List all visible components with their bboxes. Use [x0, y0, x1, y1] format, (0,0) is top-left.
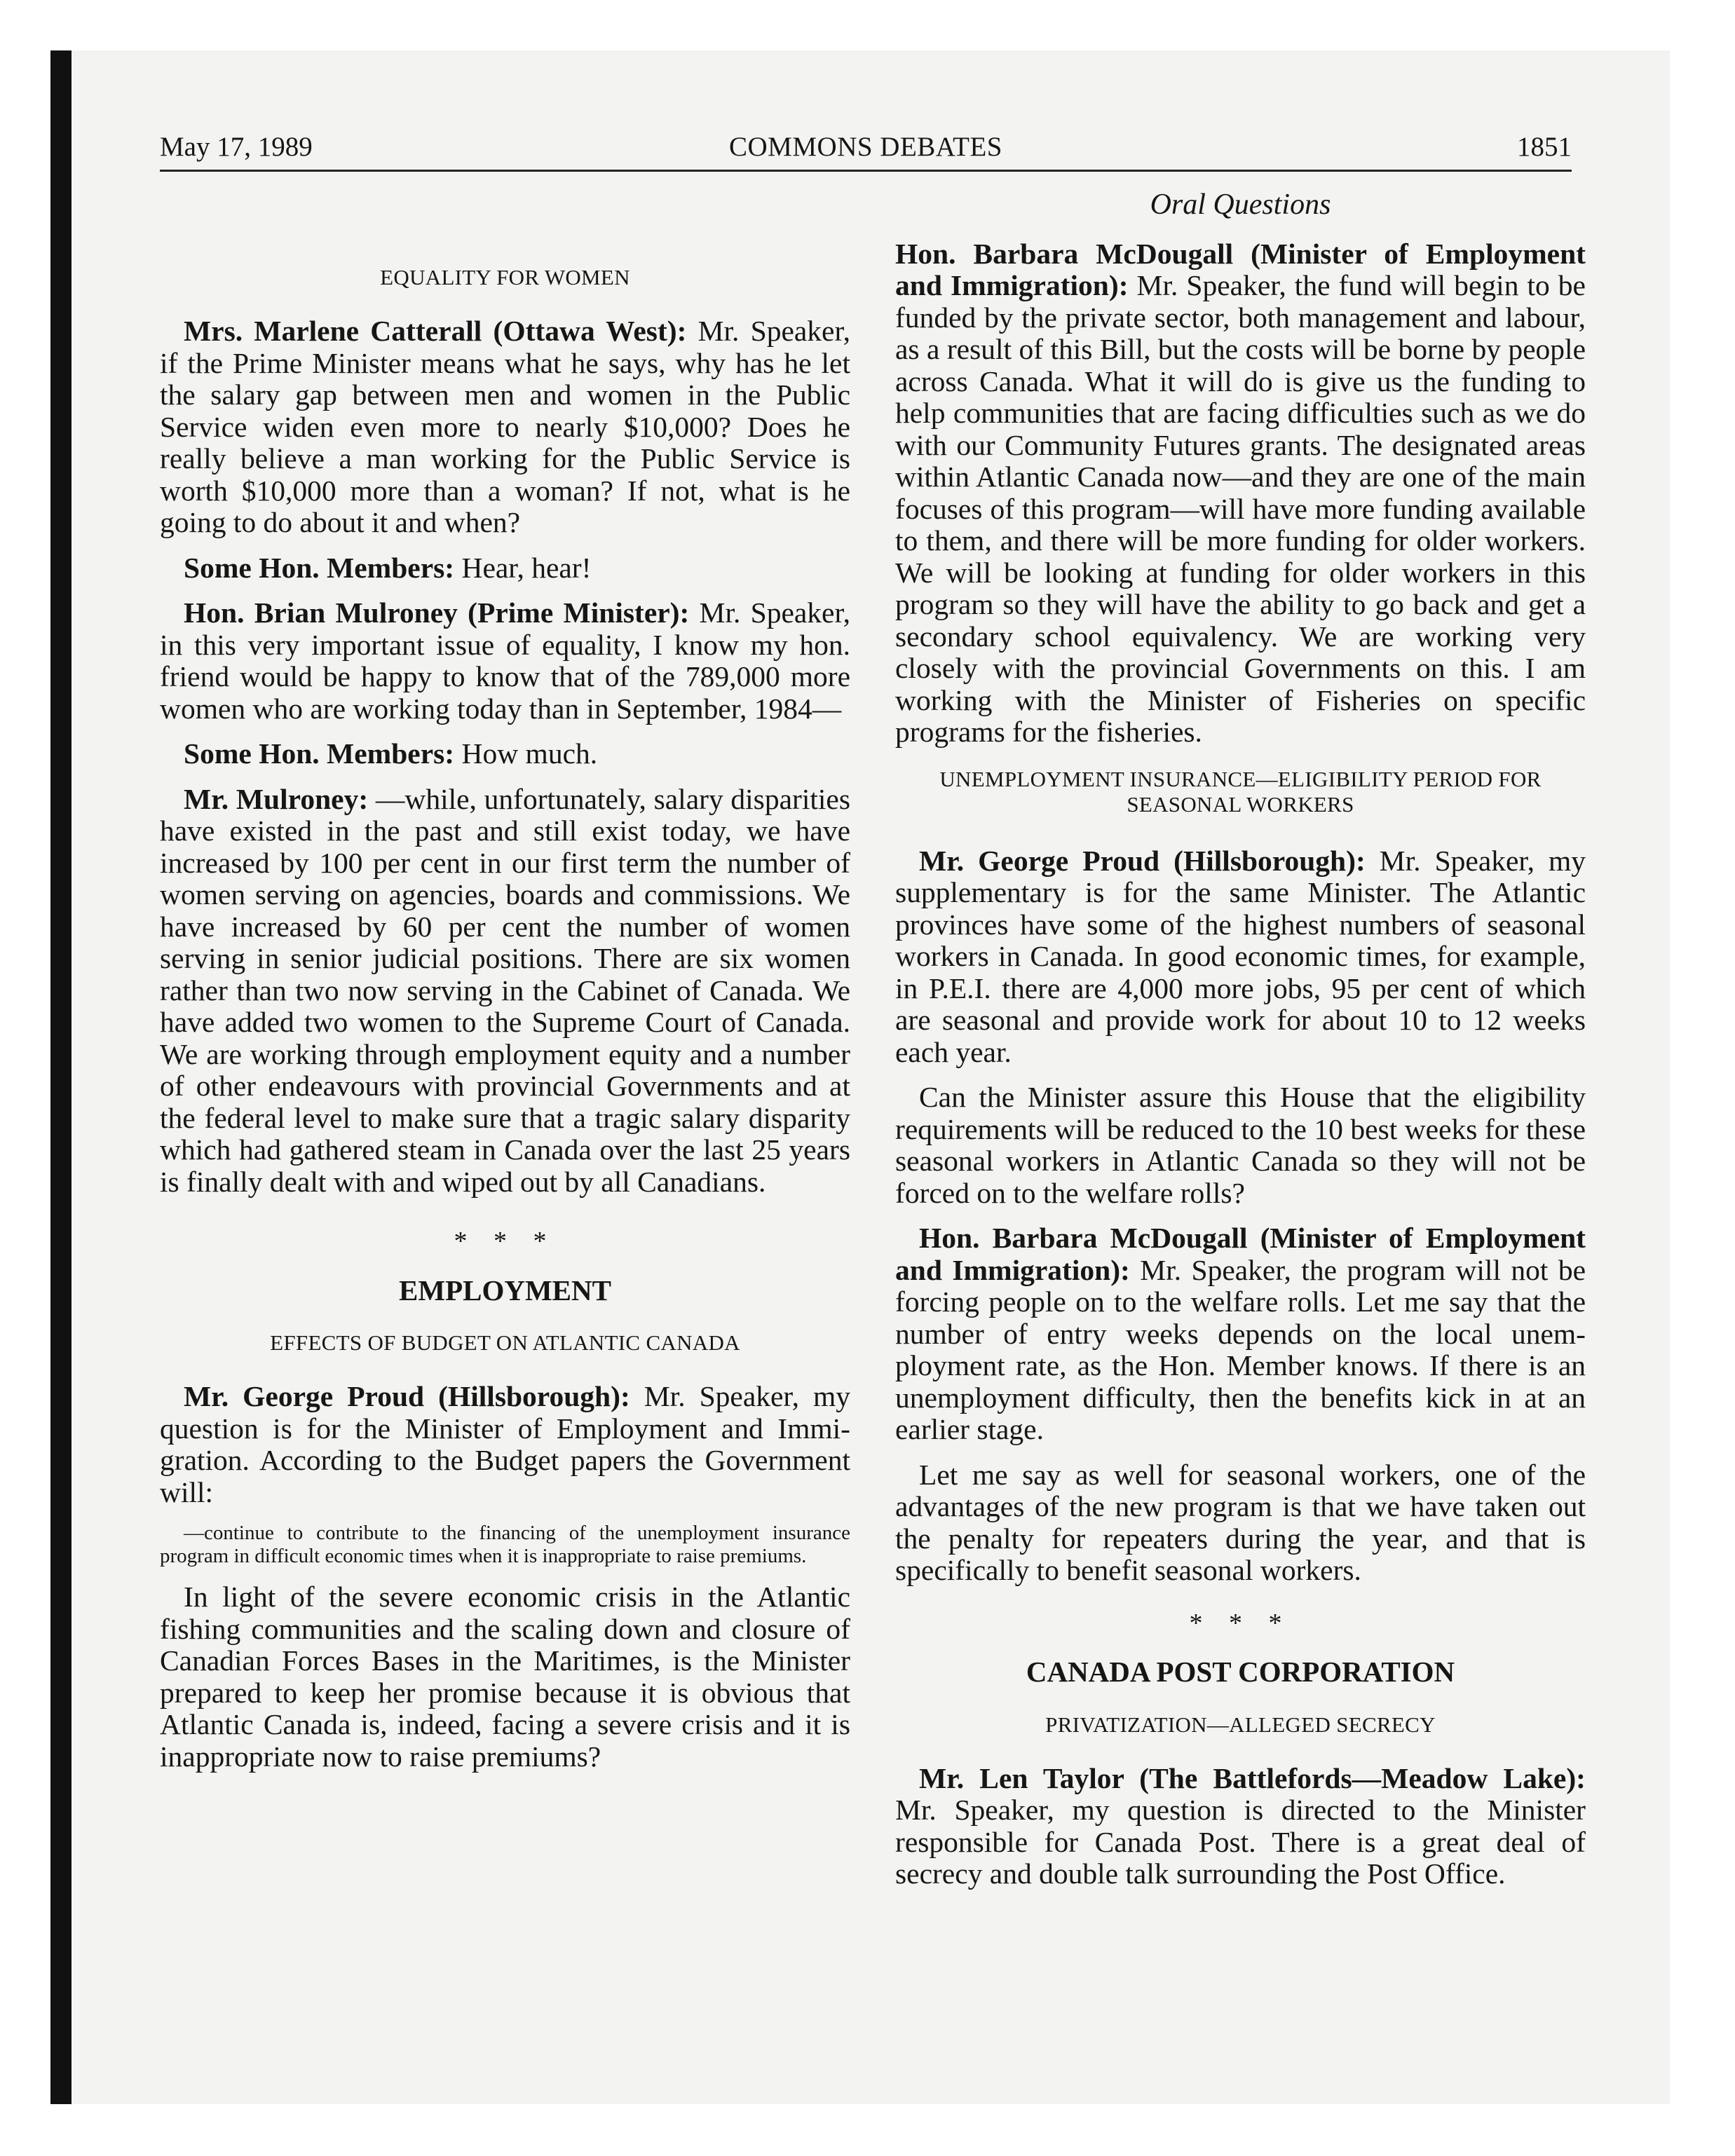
- paragraph-taylor: [895, 1763, 1586, 1890]
- speaker-name: Mrs. Marlene Catterall (Ottawa West):: [184, 315, 687, 347]
- paragraph-mulroney-1: [160, 597, 850, 725]
- budget-quotation: —continue to contribute to the financing of the unemployment insurance program in difficult economic times when it is inappropriate to raise premiums.: [160, 1522, 850, 1567]
- speech-text: Mr. Speaker, the program will not be forcing people on to the welfare rolls. Let me say that the number of entry weeks depends on the local unemployment rate, as the Hon. Member knows. If there is an unemployment difficulty, then the benefits kick in at an earlier stage.: [895, 1253, 1586, 1445]
- section-separator: * * *: [454, 1227, 557, 1256]
- speech-text: —while, unfortunately, salary disparities have existed in the past and still exist today, we have increased by 100 per cent in our first term the number of women serving on agencies, boards and commissions. We have increased by 60 per cent the number of women serving in senior judicial positions. There are six women rather than two now serving in the Cabinet of Canada. We have added two women to the Supreme Court of Canada. We are working through employment equity and a number of other endeavours with provincial Governments and at the federal level to make sure that a tragic salary disparity which had gathered steam in Canada over the last 25 years is finally dealt with and wiped out by all Canadians.: [160, 782, 850, 1198]
- running-head: Oral Questions: [1150, 189, 1331, 221]
- right-column: [895, 189, 1586, 1904]
- hansard-page: [160, 125, 1586, 1890]
- speaker-name: Mr. Len Taylor (The Battlefords—Meadow Lake):: [919, 1761, 1586, 1794]
- paragraph-proud-1: [160, 1381, 850, 1508]
- speaker-name: Hon. Barbara McDougall (Minister of Employment and Immigration):: [895, 237, 1586, 301]
- section-subheading-equality: EQUALITY FOR WOMEN: [380, 265, 630, 289]
- speaker-name: Mr. George Proud (Hillsborough):: [184, 1380, 630, 1412]
- left-column: [160, 189, 850, 1786]
- speaker-name: Some Hon. Members:: [184, 551, 455, 584]
- section-subheading-unemployment: UNEMPLOYMENT INSURANCE—ELIGIBILITY PERIOD FOR SEASONAL WORKERS: [939, 766, 1542, 817]
- speech-text: Mr. Speaker, if the Prime Minister means what he says, why has he let the salary gap between men and women in the Public Service widen even more to nearly $10,000? Does he really believe a man working for the Public Service is worth $10,000 more than a woman? If not, what is he going to do about it and when?: [160, 315, 850, 538]
- paragraph-proud-2: In light of the severe economic crisis in the Atlantic fishing communities and the scaling down and closure of Canadian Forces Bases in the Maritimes, is the Minister prepared to keep her promise because it is obvious that Atlantic Canada is, indeed, facing a severe crisis and it is inappropriate now to raise premiums?: [160, 1581, 850, 1773]
- paragraph-members-interjection: [160, 552, 850, 585]
- speech-text: Mr. Speaker, in this very important issue of equality, I know my hon. friend would be happy to know that of the 789,000 more women who are working today than in September, 1984—: [160, 596, 850, 725]
- speech-text: Mr. Speaker, my supplementary is for the same Minister. The Atlantic provinces have some of the highest numbers of seasonal workers in Canada. In good economic times, for example, in P.E.I. there are 4,000 more jobs, 95 per cent of which are seasonal and provide work for about 10 to 12 weeks each year.: [895, 844, 1586, 1068]
- section-subheading-privatization: PRIVATIZATION—ALLEGED SECRECY: [1045, 1712, 1436, 1737]
- speaker-name: Hon. Brian Mulroney (Prime Minister):: [184, 596, 690, 629]
- section-heading-employment: EMPLOYMENT: [399, 1274, 611, 1306]
- paragraph-proud-3: [895, 845, 1586, 1069]
- speech-text: Mr. Speaker, my question is for the Minister of Employment and Immigration. According to the Budget papers the Government will:: [160, 1380, 850, 1508]
- speaker-name: Mr. Mulroney:: [184, 782, 369, 815]
- section-separator: * * *: [1189, 1608, 1292, 1638]
- speech-text: How much.: [454, 737, 598, 770]
- speaker-name: Hon. Barbara McDougall (Minister of Employment and Immigration):: [895, 1222, 1586, 1286]
- header-title: COMMONS DEBATES: [729, 132, 1002, 162]
- speech-text: Mr. Speaker, the fund will begin to be funded by the private sector, both management and labour, as a result of this Bill, but the costs will be borne by people across Canada. What it will do is give us the funding to help communities that are facing difficulties such as we do with our Community Futures grants. The designated areas within Atlantic Canada now—and they are one of the main focuses of this program—will have more funding available to them, and there will be more funding for older workers. We will be looking at funding for older workers in this program so they will have the ability to go back and get a secondary school equivalency. We are working very closely with the provincial Governments on this. I am working with the Minister of Fisheries on specific programs for the fisheries.: [895, 269, 1586, 748]
- paragraph-mulroney-2: [160, 784, 850, 1199]
- speaker-name: Mr. George Proud (Hillsborough):: [919, 844, 1366, 877]
- header-page-number: 1851: [1517, 132, 1572, 162]
- page-header: [160, 125, 1572, 172]
- paragraph-mcdougall-2: [895, 1222, 1586, 1446]
- paragraph-catterall: [160, 315, 850, 539]
- binding-edge-shadow: [50, 50, 72, 2104]
- header-date: May 17, 1989: [160, 132, 313, 162]
- section-subheading-effects: EFFECTS OF BUDGET ON ATLANTIC CANADA: [270, 1330, 740, 1355]
- paragraph-proud-4: Can the Minister assure this House that the eligibility requirements will be reduced to the 10 best weeks for these seasonal workers in Atlantic Canada so they will not be forced on to the welfare rolls?: [895, 1081, 1586, 1209]
- section-heading-canada-post: CANADA POST CORPORATION: [1026, 1656, 1455, 1688]
- speech-text: Mr. Speaker, my question is directed to the Minister responsible for Canada Post. There is a great deal of secrecy and double talk surrounding the Post Office.: [895, 1794, 1586, 1890]
- paragraph-members-interjection-2: [160, 738, 850, 770]
- paragraph-mcdougall-3: Let me say as well for seasonal workers, one of the advantages of the new program is that we have taken out the penalty for repeaters during the year, and that is specifically to benefit seasonal workers.: [895, 1458, 1586, 1586]
- speaker-name: Some Hon. Members:: [184, 737, 455, 770]
- paragraph-mcdougall-1: [895, 238, 1586, 749]
- speech-text: Hear, hear!: [454, 551, 592, 584]
